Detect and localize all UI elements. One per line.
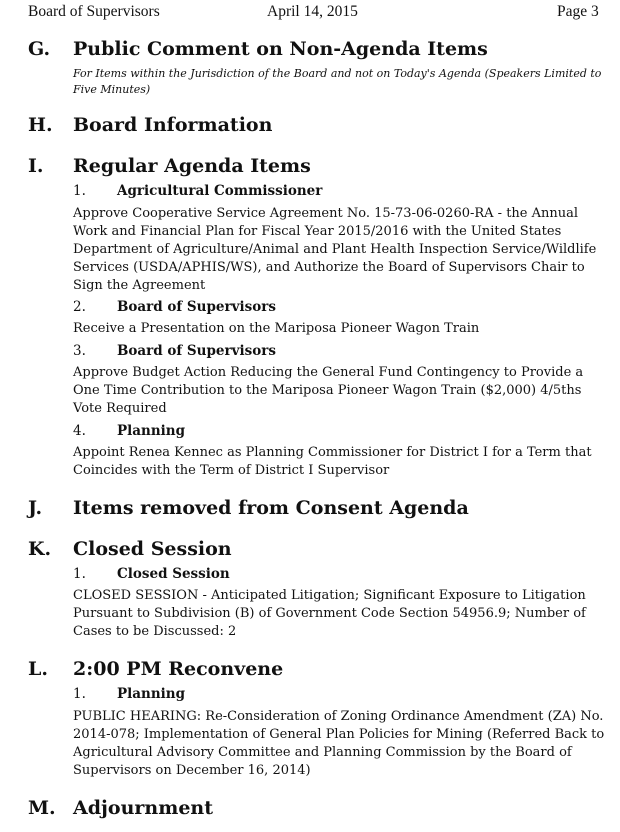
item-i2-heading: Board of Supervisors bbox=[117, 299, 276, 315]
item-i3-heading: Board of Supervisors bbox=[117, 343, 276, 359]
header-board-name: Board of Supervisors bbox=[28, 3, 160, 20]
item-l1-body: PUBLIC HEARING: Re-Consideration of Zoning Ordinance Amendment (ZA) No. 2014-078; Implementation of General Plan Policies for Mining (Referred Back to Agricultural Advisory Committee and Planning Commission by the Board of Supervisors on December 16, 2014) bbox=[73, 709, 605, 778]
section-l-title: 2:00 PM Reconvene bbox=[73, 658, 284, 680]
item-l1-heading: Planning bbox=[117, 686, 186, 702]
section-g-title: Public Comment on Non-Agenda Items bbox=[73, 38, 488, 60]
item-i2-body: Receive a Presentation on the Mariposa Pioneer Wagon Train bbox=[73, 321, 480, 336]
header-page-number: Page 3 bbox=[557, 3, 599, 20]
item-k1-number: 1. bbox=[73, 566, 86, 582]
item-i4-number: 4. bbox=[73, 423, 86, 439]
item-i1-heading: Agricultural Commissioner bbox=[117, 183, 323, 199]
item-i4-body: Appoint Renea Kennec as Planning Commissioner for District I for a Term that Coincides with the Term of District I Supervisor bbox=[73, 445, 592, 478]
item-i3-body: Approve Budget Action Reducing the General Fund Contingency to Provide a One Time Contribution to the Mariposa Pioneer Wagon Train ($2,000) 4/5ths Vote Required bbox=[73, 365, 584, 416]
header-date: April 14, 2015 bbox=[267, 3, 358, 20]
section-i-title: Regular Agenda Items bbox=[73, 155, 311, 177]
item-i1-number: 1. bbox=[73, 183, 86, 199]
item-l1-number: 1. bbox=[73, 686, 86, 702]
section-l-letter: L. bbox=[28, 658, 48, 680]
section-g-letter: G. bbox=[28, 38, 51, 60]
item-i3-number: 3. bbox=[73, 343, 86, 359]
section-k-letter: K. bbox=[28, 538, 52, 560]
section-j-letter: J. bbox=[28, 497, 43, 519]
item-i2-number: 2. bbox=[73, 299, 86, 315]
section-g-note: For Items within the Jurisdiction of the Board and not on Today's Agenda (Speakers Limited to Five Minutes) bbox=[73, 67, 602, 96]
item-i4-heading: Planning bbox=[117, 423, 186, 439]
item-k1-heading: Closed Session bbox=[117, 566, 230, 582]
item-i1-body: Approve Cooperative Service Agreement No. 15-73-06-0260-RA - the Annual Work and Financial Plan for Fiscal Year 2015/2016 with the United States Department of Agriculture/Animal and Plant Health Inspection Service/Wildlife Services (USDA/APHIS/WS), and Authorize the Board of Supervisors Chair to Sign the Agreement bbox=[73, 206, 597, 293]
section-i-letter: I. bbox=[28, 155, 44, 177]
section-j-title: Items removed from Consent Agenda bbox=[73, 497, 469, 519]
section-h-title: Board Information bbox=[73, 114, 273, 136]
section-m-letter: M. bbox=[28, 797, 56, 819]
section-m-title: Adjournment bbox=[73, 797, 213, 819]
section-h-letter: H. bbox=[28, 114, 53, 136]
item-k1-body: CLOSED SESSION - Anticipated Litigation; Significant Exposure to Litigation Pursuant to Subdivision (B) of Government Code Section 54956.9; Number of Cases to be Discussed: 2 bbox=[73, 588, 586, 639]
section-k-title: Closed Session bbox=[73, 538, 232, 560]
